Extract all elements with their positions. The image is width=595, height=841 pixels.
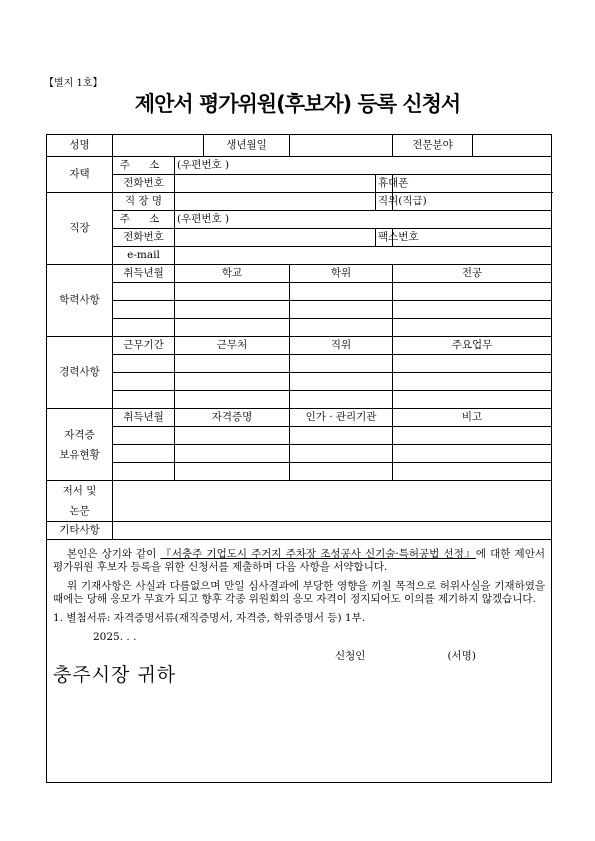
annex-label: 【별지 1호】: [44, 78, 103, 89]
education-cell[interactable]: [175, 283, 290, 301]
application-form: [46, 134, 552, 783]
work-position-label: 직위(직급): [376, 193, 393, 211]
education-cell[interactable]: [175, 319, 290, 337]
career-cell[interactable]: [290, 391, 393, 409]
etc-field[interactable]: [113, 522, 552, 540]
career-cell[interactable]: [290, 373, 393, 391]
work-company-label: 직 장 명: [113, 193, 175, 211]
work-address-label: 주 소: [113, 211, 175, 229]
certificate-header: 자격증명: [175, 409, 290, 427]
education-header: 취득년월: [113, 265, 175, 283]
certificate-cell[interactable]: [113, 463, 175, 481]
home-phone-label: 전화번호: [113, 175, 175, 193]
certificate-section-line2: 보유현황: [59, 448, 100, 461]
name-label: 성명: [47, 135, 113, 157]
home-phone-field[interactable]: [175, 175, 376, 193]
education-header: 학교: [175, 265, 290, 283]
certificate-cell[interactable]: [393, 463, 552, 481]
certificate-header: 비고: [393, 409, 552, 427]
career-cell[interactable]: [290, 355, 393, 373]
certificate-cell[interactable]: [393, 445, 552, 463]
career-section-label: 경력사항: [47, 337, 113, 409]
certificate-section-label: [47, 409, 113, 481]
publications-line2: 논문: [69, 505, 90, 517]
career-cell[interactable]: [175, 373, 290, 391]
pledge-paragraph-1: [53, 548, 545, 574]
career-header: 주요업무: [393, 337, 552, 355]
pledge-text: 본인은 상기와 같이: [67, 548, 161, 560]
home-section-label: 자택: [47, 157, 113, 193]
education-section-label: 학력사항: [47, 265, 113, 337]
education-cell[interactable]: [290, 301, 393, 319]
attachment-note: 1. 별첨서류: 자격증명서류(재직증명서, 자격증, 학위증명서 등) 1부.: [53, 612, 366, 624]
certificate-cell[interactable]: [113, 445, 175, 463]
career-header: 근무처: [175, 337, 290, 355]
career-cell[interactable]: [393, 373, 552, 391]
pledge-paragraph-2: 위 기재사항은 사실과 다름없으며 만일 심사결과에 부당한 영향을 끼칠 목적으로 허위사실을 기재하였을 때에는 당해 응모가 무효가 되고 향후 각종 위원회의 응모 자격이 정지되어도 이의를 제기하지 않겠습니다.: [53, 580, 546, 605]
education-cell[interactable]: [393, 301, 552, 319]
career-header: 직위: [290, 337, 393, 355]
home-mobile-field[interactable]: [393, 175, 552, 193]
education-cell[interactable]: [175, 301, 290, 319]
career-cell[interactable]: [113, 355, 175, 373]
education-cell[interactable]: [290, 319, 393, 337]
education-cell[interactable]: [113, 319, 175, 337]
signature-label[interactable]: (서명): [447, 650, 476, 662]
career-cell[interactable]: [113, 391, 175, 409]
career-cell[interactable]: [113, 373, 175, 391]
career-cell[interactable]: [175, 355, 290, 373]
birth-label: 생년월일: [204, 135, 290, 157]
certificate-cell[interactable]: [290, 427, 393, 445]
page-title: 제안서 평가위원(후보자) 등록 신청서: [134, 92, 461, 116]
home-address-field[interactable]: (우편번호 ): [175, 157, 552, 175]
field-label: 전문분야: [393, 135, 473, 157]
work-fax-label: 팩스번호: [376, 229, 393, 247]
education-header: 학위: [290, 265, 393, 283]
work-company-field[interactable]: [175, 193, 376, 211]
application-date: 2025. . .: [93, 631, 137, 643]
applicant-label: 신청인: [335, 650, 366, 662]
work-section-label: 직장: [47, 193, 113, 265]
career-header: 근무기간: [113, 337, 175, 355]
career-cell[interactable]: [393, 391, 552, 409]
pledge-text: 에 대한 제안서 평가위원 후보자 등록을 위한 신청서를 제출하며 다음 사항을 서약합니다.: [53, 548, 545, 573]
certificate-cell[interactable]: [290, 463, 393, 481]
education-header: 전공: [393, 265, 552, 283]
recipient: 충주시장 귀하: [53, 664, 177, 686]
education-cell[interactable]: [113, 283, 175, 301]
certificate-header: 취득년월: [113, 409, 175, 427]
certificate-section-line1: 자격증: [64, 428, 95, 441]
certificate-cell[interactable]: [290, 445, 393, 463]
education-cell[interactable]: [393, 283, 552, 301]
birth-field[interactable]: [290, 135, 393, 157]
name-field[interactable]: [113, 135, 204, 157]
certificate-cell[interactable]: [175, 427, 290, 445]
certificate-cell[interactable]: [393, 427, 552, 445]
etc-label: 기타사항: [47, 522, 113, 540]
signature-line: [53, 650, 545, 663]
project-name-end: 법 선정』: [429, 548, 476, 560]
certificate-header: 인가 · 관리기관: [290, 409, 393, 427]
work-phone-label: 전화번호: [113, 229, 175, 247]
pledge-section: [47, 540, 552, 783]
career-cell[interactable]: [175, 391, 290, 409]
work-phone-field[interactable]: [175, 229, 376, 247]
education-cell[interactable]: [290, 283, 393, 301]
certificate-cell[interactable]: [113, 427, 175, 445]
certificate-cell[interactable]: [175, 463, 290, 481]
home-mobile-label: 휴대폰: [376, 175, 393, 193]
project-name: 『서충주 기업도시 주거지 주차장 조성공사 신기술·특허공: [160, 548, 430, 560]
education-cell[interactable]: [393, 319, 552, 337]
field-field[interactable]: [473, 135, 552, 157]
work-address-field[interactable]: (우편번호 ): [175, 211, 552, 229]
certificate-cell[interactable]: [175, 445, 290, 463]
home-address-label: 주 소: [113, 157, 175, 175]
publications-line1: 저서 및: [62, 485, 97, 497]
work-email-label: e-mail: [113, 247, 175, 265]
publications-field[interactable]: [113, 481, 552, 522]
work-email-field[interactable]: [175, 247, 552, 265]
education-cell[interactable]: [113, 301, 175, 319]
career-cell[interactable]: [393, 355, 552, 373]
publications-label: [47, 481, 113, 522]
